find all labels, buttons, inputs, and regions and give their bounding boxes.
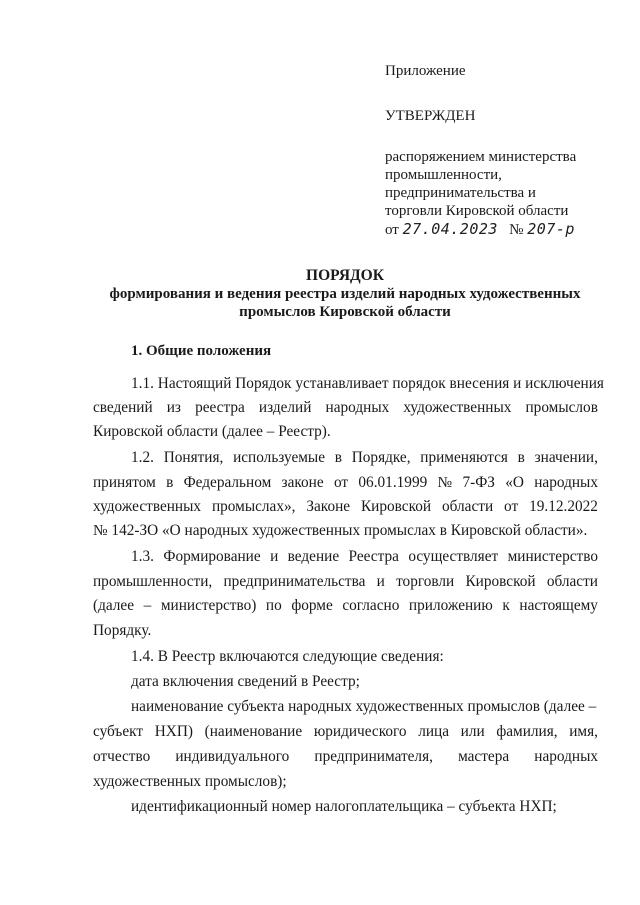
word: осуществляет [408,548,499,565]
word: согласно [342,597,400,614]
word: Порядке, [351,449,411,466]
word: области [442,498,494,515]
word: Понятия, [163,449,224,466]
word: индивидуального [175,748,290,765]
text-line: 1.1. Настоящий Порядок устанавливает порядок внесения и исключения [131,375,604,392]
word: Федеральном [183,474,272,491]
word: «О [505,474,524,491]
text-line [131,449,598,467]
word: и [376,573,385,590]
approved-label: УТВЕРЖДЕН [385,108,476,124]
word: значении, [534,449,598,466]
word: фамилия, [496,723,558,740]
word: из [166,399,181,416]
text-line: № 142-ЗО «О народных художественных промыслах в Кировской области». [93,522,588,539]
approval-order-block [385,148,615,239]
word: промыслов [525,399,598,416]
title-line: ПОРЯДОК [306,267,384,284]
word: законе [281,474,324,491]
word: № [437,474,453,491]
text-line [93,573,598,591]
word: (далее [93,597,135,614]
word: 06.01.1999 [358,474,428,491]
word: настоящему [519,597,598,614]
word: Кировской [360,498,432,515]
appendix-label: Приложение [385,63,466,79]
text-line [93,597,598,615]
title-line: промыслов Кировской области [239,304,451,320]
word: используемые [233,449,326,466]
word: по [265,597,282,614]
word: в [517,449,525,466]
order-line: промышленности, [385,167,502,183]
word: Кировской [465,573,536,590]
word: 19.12.2022 [529,498,598,515]
word: художественных [403,399,512,416]
word: юридического [313,723,407,740]
word: ведение [287,548,340,565]
word: субъект [93,723,144,740]
word: (наименование [204,723,303,740]
word: торговли [396,573,455,590]
text-line: 1.4. В Реестр включаются следующие сведения: [131,648,444,665]
word: Законе [306,498,351,515]
word: изделий [258,399,312,416]
word: промышленности, [93,573,213,590]
word: отчество [93,748,151,765]
word: сведений [93,399,153,416]
word: народных [325,399,390,416]
handwritten-number: 207-р [527,220,575,238]
word: художественных [93,498,202,515]
order-line: предпринимательства и [385,185,536,201]
document-title [95,267,595,321]
text-line [93,474,598,492]
word: 1.3. [131,548,154,565]
word: реестра [195,399,245,416]
word: промыслах», [211,498,296,515]
text-line [93,498,598,516]
word: 7-ФЗ [462,474,495,491]
word: министерство [507,548,598,565]
word: области [546,573,598,590]
number-sign: № [509,222,524,238]
word: народных [534,474,598,491]
word: к [502,597,510,614]
word: НХП) [154,723,193,740]
text-line: наименование субъекта народных художественных промыслов (далее – [131,698,597,715]
text-line [131,548,598,566]
order-line: распоряжением министерства [385,149,577,165]
word: форме [291,597,333,614]
word: народных [534,748,598,765]
word: от [333,474,349,491]
handwritten-date: 27.04.2023 [402,220,498,238]
word: принятом [93,474,156,491]
text-line: идентификационный номер налогоплательщика – субъекта НХП; [131,798,557,815]
word: предпринимателя, [314,748,433,765]
word: лица [418,723,450,740]
text-line [93,723,598,741]
text-line: дата включения сведений в Реестр; [131,673,360,690]
text-line [93,748,598,766]
word: Реестра [348,548,399,565]
order-prefix: от [385,222,399,238]
title-line: формирования и ведения реестра изделий народных художественных [109,286,581,302]
word: министерство) [160,597,257,614]
text-line: Кировской области (далее – Реестр). [93,423,331,440]
order-date-number [385,220,615,239]
section-heading: 1. Общие положения [131,343,272,359]
word: или [460,723,485,740]
word: 1.2. [131,449,154,466]
word: в [166,474,174,491]
word: приложению [408,597,493,614]
word: в [334,449,342,466]
text-line: Порядку. [93,622,152,639]
order-line: торговли Кировской области [385,203,569,219]
word: – [143,597,152,614]
text-line: художественных промыслов); [93,773,287,790]
word: предпринимательства [223,573,366,590]
word: и [270,548,279,565]
word: имя, [569,723,598,740]
word: от [504,498,519,515]
word: мастера [458,748,510,765]
word: применяются [420,449,508,466]
text-line [93,399,598,417]
word: Формирование [163,548,261,565]
